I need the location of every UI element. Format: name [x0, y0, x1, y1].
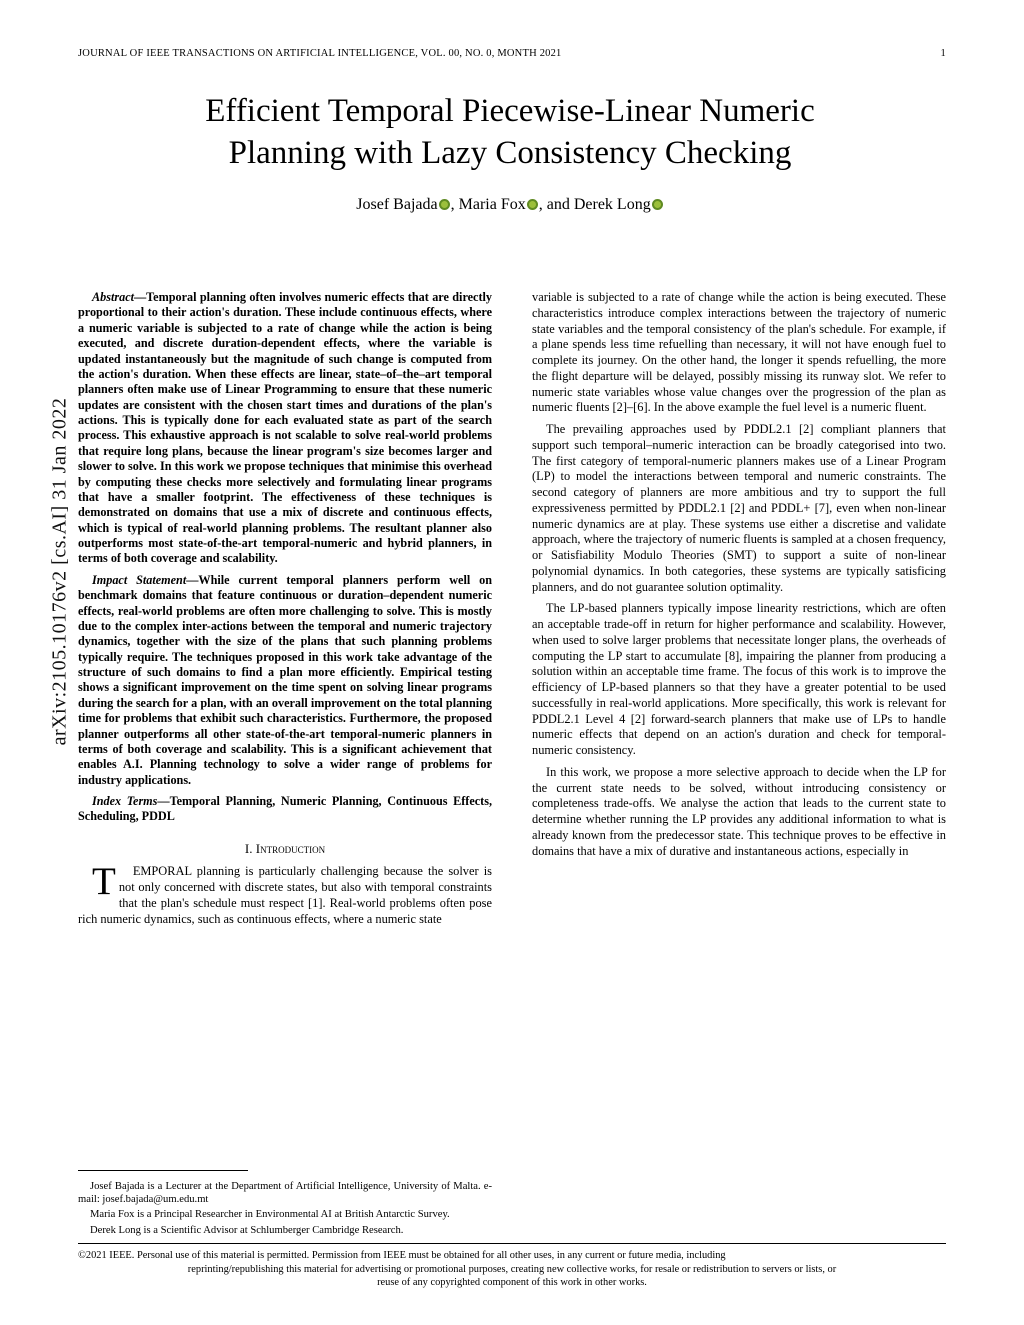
abstract-label: Abstract	[92, 290, 134, 304]
right-paragraph-4: In this work, we propose a more selective approach to decide when the LP for the current state needs to be solved, without introducing consistency or completeness trade-offs. We analyse the action that leads to the current state to determine whether running the LP provides any additional information to what is already known from the predecessor state. This technique proves to be effective in domains that have a mix of durative and instantaneous actions, especially in	[532, 764, 946, 858]
impact-statement-paragraph	[78, 573, 492, 788]
copyright-line-2: reprinting/republishing this material for advertising or promotional purposes, creating new collective works, for resale or redistribution to servers or lists, or	[187, 1263, 837, 1275]
copyright-notice	[78, 1249, 946, 1290]
right-paragraph-2: The prevailing approaches used by PDDL2.1 [2] compliant planners that support such temporal–numeric interaction can be broadly categorised into two. The first category of temporal-numeric planners makes use of a Linear Program (LP) to model the interactions between temporal and numeric constraints. The second category of planners are more ambitious and try to support the full expressiveness permitted by PDDL2.1 [2] and PDDL+ [7], even when non-linear numeric dynamics are at play. These systems use either a discretise and validate approach, where the trajectory of numeric fluents is sampled at a chosen frequency, or Satisfiability Modulo Theories (SMT) to support a suite of non-linear polynomial dynamics. In both categories, these systems are typically satisficing planners, and do not guarantee solution optimality.	[532, 422, 946, 594]
abstract-text: —Temporal planning often involves numeric effects that are directly proportional to their action's duration. These include continuous effects, where a numeric variable is subjected to a rate of change while the action is being executed, and discrete duration-dependent effects, where the variable is updated instantaneously but the magnitude of such change is computed from the action's duration. When these effects are linear, state–of–the–art temporal planners often make use of Linear Programming to ensure that these numeric updates are consistent with the chosen start times and durations of the plan's actions. This is typically done for each evaluated state as part of the search process. This exhaustive approach is not scalable to solve real-world problems that require long plans, because the linear program's size becomes larger and slower to solve. In this work we propose techniques that minimise this overhead by computing these checks more selectively and formulating linear programs that have a smaller footprint. The effectiveness of these techniques is demonstrated on domains that use a mix of discrete and continuous effects, which is typical of real-world planning problems. The resultant planner also outperforms most state-of-the-art temporal-numeric and hybrid planners, in terms of both coverage and scalability.	[78, 290, 492, 566]
author-1: Josef Bajada	[356, 196, 438, 213]
drop-cap: T	[92, 860, 116, 904]
author-2: Maria Fox	[458, 196, 526, 213]
author-3: Derek Long	[573, 196, 651, 213]
intro-paragraph-1	[78, 860, 492, 927]
author-sep-1: ,	[450, 196, 459, 213]
arxiv-identifier-stamp: arXiv:2105.10176v2 [cs.AI] 31 Jan 2022	[48, 397, 71, 746]
running-head	[78, 48, 946, 59]
right-column	[532, 290, 946, 865]
copyright-line-3: reuse of any copyrighted component of this work in other works.	[377, 1277, 647, 1289]
left-column	[78, 290, 493, 1236]
section-heading-introduction	[78, 841, 492, 858]
body-columns	[78, 290, 946, 1240]
section-number: I.	[244, 840, 253, 856]
running-head-journal: JOURNAL OF IEEE TRANSACTIONS ON ARTIFICIAL INTELLIGENCE, VOL. 00, NO. 0, MONTH 2021	[78, 48, 562, 59]
index-terms-label: Index Terms	[92, 794, 158, 808]
abstract-paragraph	[78, 290, 492, 567]
footnote-author-1: Josef Bajada is a Lecturer at the Department of Artificial Intelligence, University of Malta. e-mail: josef.bajada@um.edu.mt	[78, 1181, 492, 1206]
footnote-divider	[78, 1170, 248, 1171]
copyright-line-1: ©2021 IEEE. Personal use of this material is permitted. Permission from IEEE must be obtained for all other uses, in any current or future media, including	[78, 1250, 726, 1261]
footer-divider	[78, 1243, 946, 1244]
section-title: Introduction	[255, 840, 326, 856]
title-line-2: Planning with Lazy Consistency Checking	[228, 135, 792, 172]
orcid-icon[interactable]	[439, 199, 450, 210]
right-paragraph-1: variable is subjected to a rate of change while the action is being executed. These characteristics introduce complex interactions between the trajectory of numeric state variables and the temporal consistency of the plan's schedule. For example, if a plane spends less time refuelling than necessary, it will not have enough fuel to complete its journey. On the other hand, the longer it spends refuelling, the more the flight departure will be delayed, possibly missing its runway slot. We refer to numeric state variables whose value changes over the progression of the plan as numeric fluents [2]–[6]. In the above example the fuel level is a numeric fluent.	[532, 290, 946, 415]
page-title	[110, 90, 910, 174]
footnote-author-2: Maria Fox is a Principal Researcher in Environmental AI at British Antarctic Survey.	[90, 1209, 450, 1221]
orcid-icon[interactable]	[527, 199, 538, 210]
author-sep-2: , and	[538, 196, 574, 213]
orcid-icon[interactable]	[652, 199, 663, 210]
author-list	[110, 196, 910, 214]
footnote-author-3: Derek Long is a Scientific Advisor at Schlumberger Cambridge Research.	[90, 1224, 404, 1236]
page-number: 1	[940, 48, 946, 59]
impact-statement-label: Impact Statement	[92, 572, 187, 587]
intro-paragraph-1-text: EMPORAL planning is particularly challenging because the solver is not only concerned with discrete states, but also with temporal constraints that the plan's schedule must respect [1]. Real-world problems often pose rich numeric dynamics, such as continuous effects, where a numeric state	[78, 864, 492, 926]
impact-statement-text: —While current temporal planners perform well on benchmark domains that feature continuous or duration–dependent numeric effects, real-world problems are often more challenging to solve. This is mostly due to the complex inter-actions between the temporal and numeric trajectory dynamics, together with the size of the plans that such planning problems typically require. The techniques proposed in this work take advantage of the structure of such domains to find a plan more efficiently. Empirical testing shows a significant improvement on the time spent on solving linear programs during the search for a plan, with an overall improvement on the total planning time for problems that exhibit such characteristics. Furthermore, the proposed planner outperforms all other state-of-the-art temporal-numeric planners in terms of both coverage and scalability. This is a significant achievement that enables A.I. Planning technology to solve a wider range of problems for industry applications.	[78, 572, 493, 787]
index-terms-paragraph	[78, 794, 492, 825]
right-paragraph-3: The LP-based planners typically impose linearity restrictions, which are often an acceptable trade-off in return for higher performance and scalability. However, when used to solve larger problems that necessitate longer plans, the overheads of computing the LP start to accumulate [8], impairing the planner from producing a solution within an acceptable time frame. The focus of this work is to improve the efficiency of LP-based planners so that they have a greater potential to be used successfully in real-world applications. More specifically, this work is relevant for PDDL2.1 Level 4 [2] forward-search planners that make use of LPs to handle numeric effects that depend on an action's duration and check for temporal-numeric consistency.	[532, 601, 946, 757]
footnotes	[78, 1180, 492, 1239]
index-terms-text: —Temporal Planning, Numeric Planning, Continuous Effects, Scheduling, PDDL	[78, 794, 492, 824]
title-line-1: Efficient Temporal Piecewise-Linear Numeric	[205, 93, 815, 129]
